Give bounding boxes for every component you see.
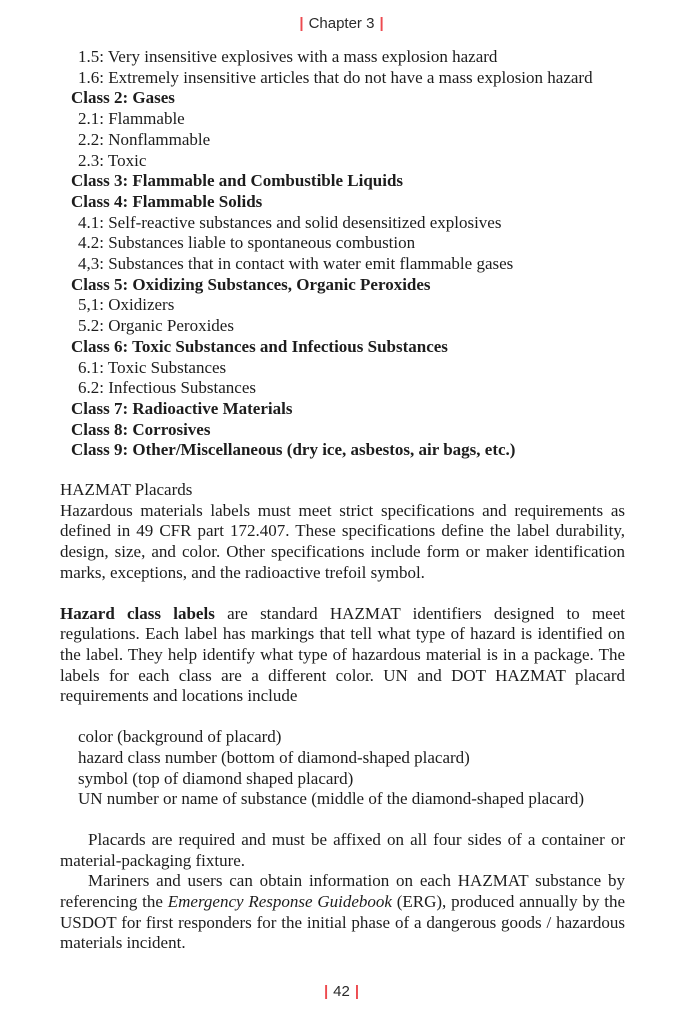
footer-right-pipe: | [354, 983, 360, 1000]
class-list-item: 5,1: Oxidizers [78, 295, 175, 315]
class-list-heading: Class 3: Flammable and Combustible Liquids [71, 171, 404, 191]
class-list-heading: Class 9: Other/Miscellaneous (dry ice, asbestos, air bags, etc.) [71, 440, 516, 460]
header-right-pipe: | [379, 15, 384, 32]
section-heading: HAZMAT Placards [60, 480, 193, 500]
footer-left-pipe: | [323, 983, 329, 1000]
class-list-item: 6.2: Infectious Substances [78, 378, 256, 398]
class-list-item: 4.1: Self-reactive substances and solid desensitized explosives [78, 212, 502, 232]
paragraph-hazard-class-labels [60, 604, 625, 708]
paragraph-placards-required: Placards are required and must be affixed on all four sides of a container or material-packaging fixture. [60, 829, 625, 870]
paragraph-after-italic: (ERG), produced annually by the USDOT for first responders for the initial phase of a dangerous goods / hazardous materials incident. [60, 892, 625, 953]
class-list-heading: Class 7: Radioactive Materials [71, 398, 293, 418]
class-list-item: 5.2: Organic Peroxides [78, 316, 234, 336]
chapter-header [0, 0, 683, 32]
class-list-heading: Class 5: Oxidizing Substances, Organic Peroxides [71, 274, 431, 294]
class-list-item: 2.1: Flammable [78, 109, 185, 129]
page-number: 42 [333, 983, 350, 1000]
class-list-item: 2.3: Toxic [78, 150, 147, 170]
placard-requirements-list [60, 727, 625, 810]
class-list-item: 2.2: Nonflammable [78, 129, 211, 149]
paragraph-label-specs: Hazardous materials labels must meet strict specifications and requirements as defined in 49 CFR part 172.407. These specifications define the label durability, design, size, and color. Other specifications include form or maker identification marks, exceptions, and the radioactive trefoil symbol. [60, 500, 625, 582]
hazard-class-list [60, 47, 625, 461]
class-list-heading: Class 4: Flammable Solids [71, 191, 263, 211]
paragraph-rest-text: are standard HAZMAT identifiers designed to meet regulations. Each label has markings that tell what type of hazard is identified on the label. They help identify what type of hazardous material is in a package. The labels for each class are a different color. UN and DOT HAZMAT placard requirements and locations include [60, 603, 625, 706]
requirement-item: UN number or name of substance (middle of the diamond-shaped placard) [78, 789, 585, 809]
class-list-item: 6.1: Toxic Substances [78, 357, 227, 377]
class-list-item: 4,3: Substances that in contact with water emit flammable gases [78, 254, 514, 274]
erg-book-title: Emergency Response Guidebook [167, 892, 392, 912]
requirement-item: hazard class number (bottom of diamond-shaped placard) [78, 747, 470, 767]
class-list-heading: Class 8: Corrosives [71, 419, 211, 439]
class-list-item: 1.6: Extremely insensitive articles that do not have a mass explosion hazard [78, 67, 593, 87]
class-list-heading: Class 2: Gases [71, 88, 175, 108]
chapter-title: Chapter 3 [308, 15, 375, 32]
requirement-item: color (background of placard) [78, 727, 282, 747]
page-footer [0, 983, 683, 1000]
paragraph-mariners [60, 871, 625, 954]
bold-lead-text: Hazard class labels [60, 603, 215, 623]
requirement-item: symbol (top of diamond shaped placard) [78, 768, 354, 788]
page-content [60, 47, 625, 954]
class-list-item: 4.2: Substances liable to spontaneous combustion [78, 233, 416, 253]
paragraph-before-italic: Mariners and users can obtain information on each HAZMAT substance by referencing the [60, 871, 625, 912]
class-list-item: 1.5: Very insensitive explosives with a mass explosion hazard [78, 47, 498, 66]
header-left-pipe: | [299, 15, 304, 32]
class-list-heading: Class 6: Toxic Substances and Infectious Substances [71, 336, 448, 356]
